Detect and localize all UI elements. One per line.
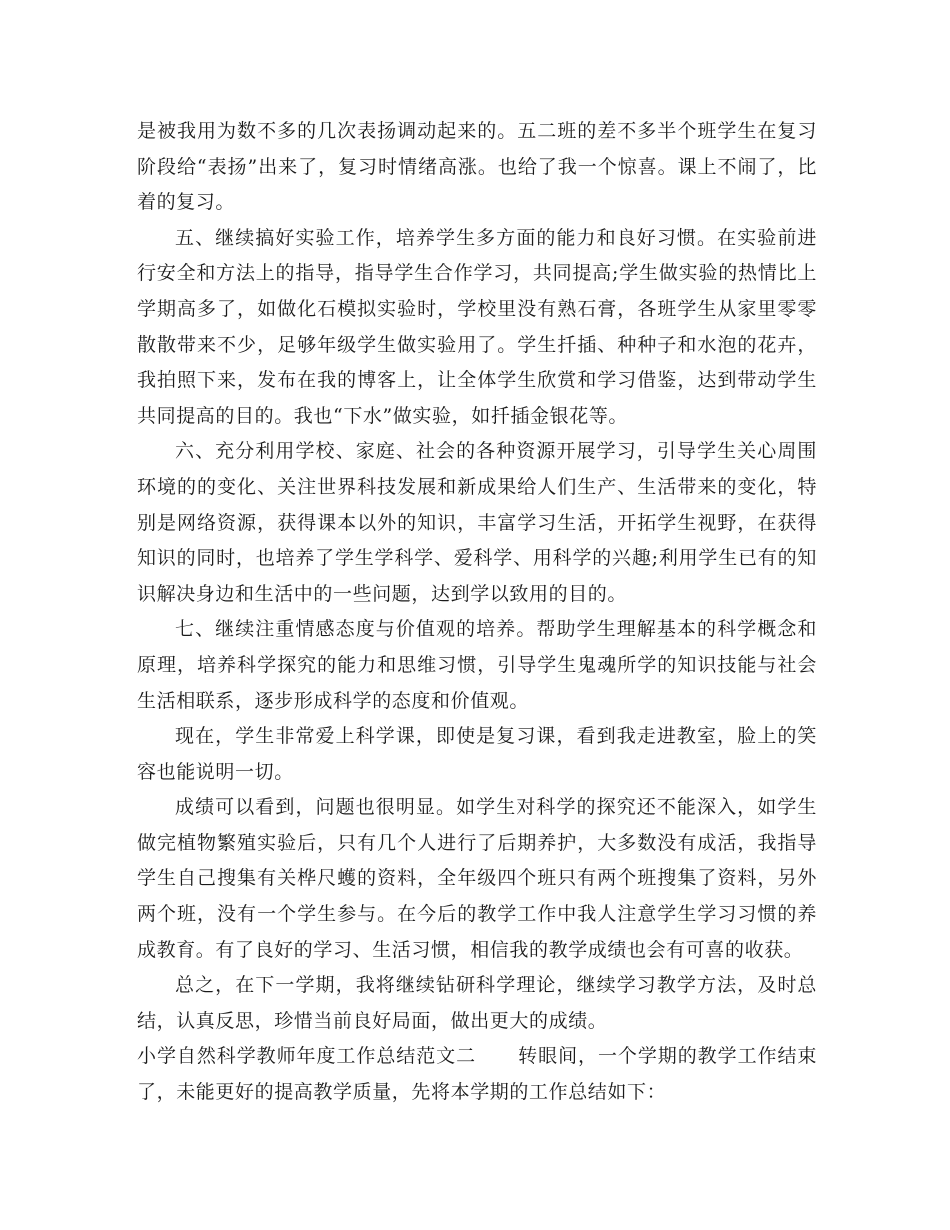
paragraph-seven-values: 七、继续注重情感态度与价值观的培养。帮助学生理解基本的科学概念和原理，培养科学探究的能力和思维习惯，引导学生鬼魂所学的知识技能与社会生活相联系，逐步形成科学的态度和价值观。 — [137, 618, 817, 712]
paragraph-five-experiments: 五、继续搞好实验工作，培养学生多方面的能力和良好习惯。在实验前进行安全和方法上的指导，指导学生合作学习，共同提高;学生做实验的热情比上学期高多了，如做化石模拟实验时，学校里没有熟石膏，各班学生从家里零零散散带来不少，足够年级学生做实验用了。学生扦插、种种子和水泡的花卉，我拍照下来，发布在我的博客上，让全体学生欣赏和学习借鉴，达到带动学生共同提高的目的。我也“下水”做实验，如扦插金银花等。 — [137, 226, 817, 427]
paragraph-results: 成绩可以看到，问题也很明显。如学生对科学的探究还不能深入，如学生做完植物繁殖实验后，只有几个人进行了后期养护，大多数没有成活，我指导学生自己搜集有关桦尺蠖的资料，全年级四个班只有两个班搜集了资料，另外两个班，没有一个学生参与。在今后的教学工作中我人注意学生学习习惯的养成教育。有了良好的学习、生活习惯，相信我的教学成绩也会有可喜的收获。 — [137, 796, 817, 961]
paragraph-now: 现在，学生非常爱上科学课，即使是复习课，看到我走进教室，脸上的笑容也能说明一切。 — [137, 725, 817, 783]
paragraph-six-resources: 六、充分利用学校、家庭、社会的各种资源开展学习，引导学生关心周围环境的的变化、关注世界科技发展和新成果给人们生产、生活带来的变化，特别是网络资源，获得课本以外的知识，丰富学习生活，开拓学生视野，在获得知识的同时，也培养了学生学科学、爱科学、用科学的兴趣;利用学生已有的知识解决身边和生活中的一些问题，达到学以致用的目的。 — [137, 440, 817, 605]
document-body — [137, 114, 817, 1111]
paragraph-continuation: 是被我用为数不多的几次表扬调动起来的。五二班的差不多半个班学生在复习阶段给“表扬”出来了，复习时情绪高涨。也给了我一个惊喜。课上不闹了，比着的复习。 — [137, 120, 817, 214]
section-two-text: 转眼间，一个学期的教学工作结束了，未能更好的提高教学质量，先将本学期的工作总结如下： — [137, 1045, 817, 1104]
section-two-intro — [137, 1039, 817, 1110]
paragraph-summary: 总之，在下一学期，我将继续钻研科学理论，继续学习教学方法，及时总结，认真反思，珍惜当前良好局面，做出更大的成绩。 — [137, 974, 817, 1032]
section-two-title: 小学自然科学教师年度工作总结范文二 — [137, 1045, 477, 1068]
